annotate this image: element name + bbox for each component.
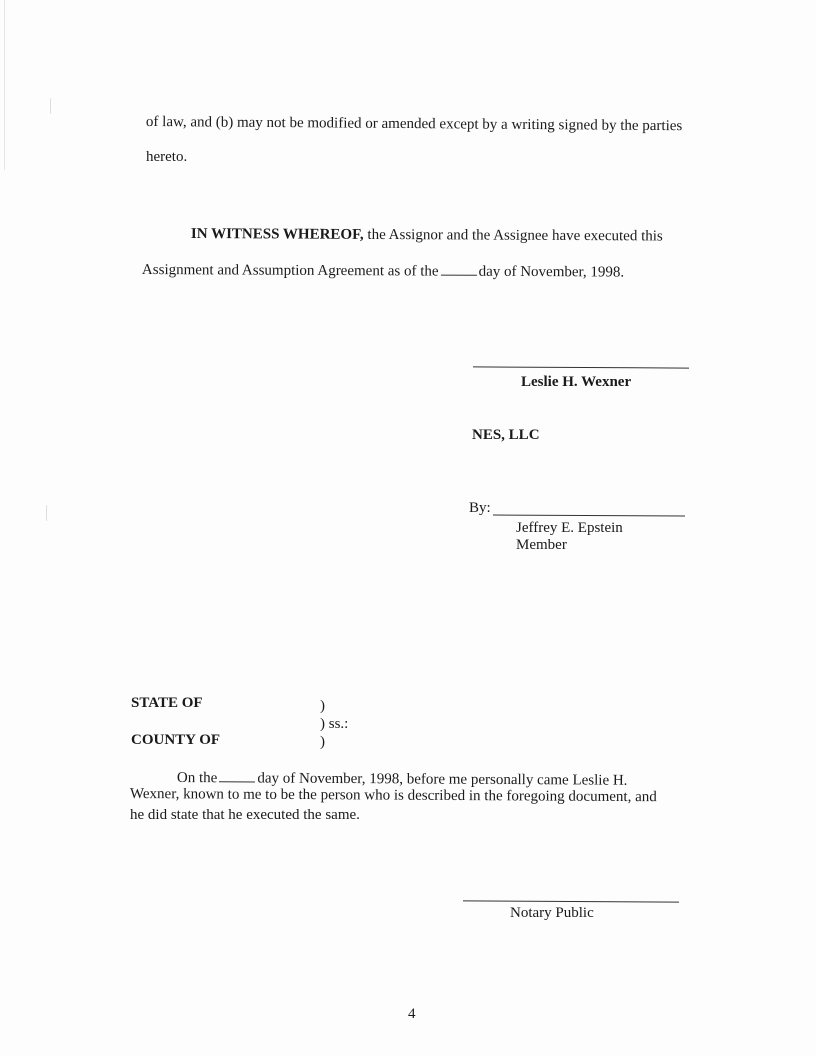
notary-public-label: Notary Public — [510, 905, 594, 921]
venue-ss-text: ) ss.: — [320, 716, 349, 732]
signer-name-wexner: Leslie H. Wexner — [521, 374, 632, 390]
acknowledgment-text-post: day of November, 1998, before me personally came Leslie H. — [257, 770, 628, 789]
state-label: STATE OF — [131, 695, 203, 711]
signer-title-epstein: Member — [516, 537, 567, 553]
scan-speck — [46, 505, 49, 521]
acknowledgment-line-3: he did state that he executed the same. — [130, 807, 360, 823]
venue-ss — [320, 716, 348, 733]
witness-clause-text: the Assignor and the Assignee have executed this — [367, 226, 663, 245]
paragraph-continuation-line-2: hereto. — [146, 149, 188, 165]
venue-paren-3: ) — [320, 734, 325, 750]
page-number: 4 — [408, 1006, 416, 1022]
witness-clause-line-2 — [142, 261, 624, 282]
witness-clause-text-pre: Assignment and Assumption Agreement as of the — [141, 262, 439, 280]
signature-line-wexner — [473, 366, 689, 368]
witness-clause-line-1 — [191, 226, 663, 245]
signer-name-epstein: Jeffrey E. Epstein — [516, 520, 623, 536]
county-label: COUNTY OF — [131, 732, 221, 748]
paragraph-continuation-line-1: of law, and (b) may not be modified or amended except by a writing signed by the parties — [145, 114, 683, 135]
venue-paren-1: ) — [320, 698, 325, 714]
acknowledgment-day-blank — [219, 769, 255, 782]
scan-edge-mark — [4, 0, 5, 170]
scan-speck — [50, 98, 53, 114]
signature-line-epstein — [493, 514, 685, 516]
acknowledgment-text-pre: On the — [176, 770, 218, 787]
entity-name: NES, LLC — [472, 427, 540, 443]
by-label: By: — [469, 500, 491, 516]
witness-clause-lead: IN WITNESS WHEREOF, — [190, 226, 364, 243]
acknowledgment-line-2: Wexner, known to me to be the person who is described in the foregoing document, and — [129, 786, 657, 806]
witness-clause-text-post: day of November, 1998. — [478, 263, 625, 281]
signature-line-notary — [463, 900, 679, 902]
date-blank — [441, 263, 477, 276]
